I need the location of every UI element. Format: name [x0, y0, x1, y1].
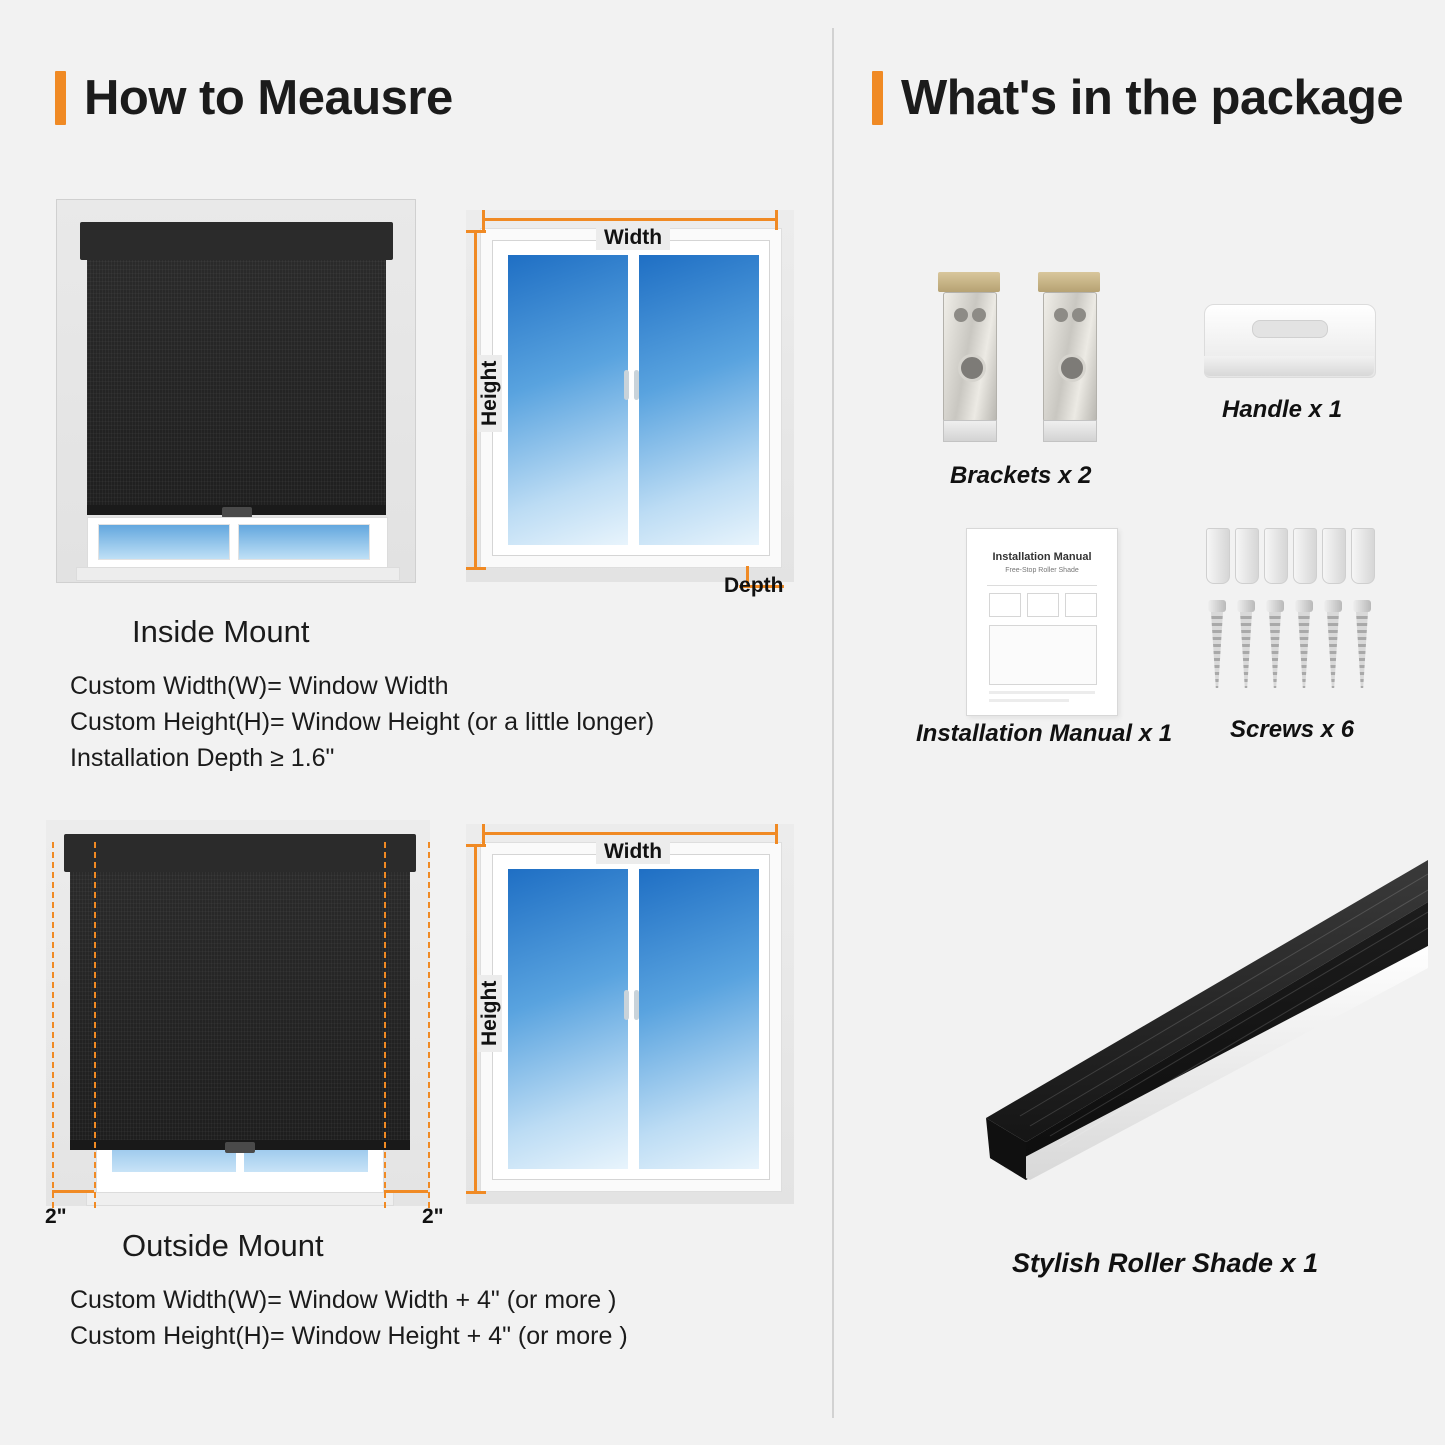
handle-label: Handle x 1 — [1222, 396, 1343, 423]
bracket-icon — [938, 272, 1000, 447]
manual-subtitle: Free-Stop Roller Shade — [1005, 567, 1079, 574]
outside-shade-handle — [225, 1142, 255, 1153]
right-heading-text: What's in the package — [901, 71, 1404, 125]
outside-mount-line-2: Custom Height(H)= Window Height + 4" (or more ) — [70, 1322, 628, 1350]
outside-overhang-right-label: 2" — [422, 1205, 444, 1228]
outside-overhang-left-label: 2" — [45, 1205, 67, 1228]
inside-mount-shade-illustration — [56, 199, 416, 583]
outside-mount-title: Outside Mount — [122, 1228, 324, 1263]
manual-label: Installation Manual x 1 — [916, 720, 1173, 747]
inside-mount-line-3: Installation Depth ≥ 1.6" — [70, 744, 335, 772]
handle-icon — [1204, 304, 1374, 376]
roller-shade-svg — [930, 850, 1430, 1180]
inside-mount-measure-window — [456, 200, 804, 600]
outside-width-label: Width — [596, 840, 670, 864]
brackets-label: Brackets x 2 — [950, 462, 1092, 489]
shade-fabric — [87, 260, 386, 510]
inside-height-label: Height — [478, 355, 502, 432]
manual-title: Installation Manual — [992, 551, 1092, 563]
right-heading — [872, 70, 1403, 126]
roller-shade-label: Stylish Roller Shade x 1 — [1012, 1248, 1319, 1278]
inside-mount-title: Inside Mount — [132, 614, 310, 649]
inside-mount-line-2: Custom Height(H)= Window Height (or a little longer) — [70, 708, 655, 736]
screw-icon — [1206, 528, 1376, 692]
inside-width-label: Width — [596, 226, 670, 250]
roller-shade-icon — [930, 850, 1430, 1180]
accent-bar — [55, 71, 66, 125]
manual-icon — [966, 528, 1118, 716]
column-divider — [832, 28, 834, 1418]
left-heading-text: How to Meausre — [84, 71, 453, 125]
outside-shade-fabric — [70, 872, 410, 1144]
shade-valance — [80, 222, 393, 260]
accent-bar-2 — [872, 71, 883, 125]
inside-depth-label: Depth — [724, 574, 784, 597]
inside-mount-line-1: Custom Width(W)= Window Width — [70, 672, 449, 700]
outside-mount-measure-window — [456, 812, 804, 1224]
outside-mount-line-1: Custom Width(W)= Window Width + 4" (or more ) — [70, 1286, 617, 1314]
outside-mount-shade-illustration — [38, 812, 438, 1224]
outside-height-label: Height — [478, 975, 502, 1052]
screws-label: Screws x 6 — [1230, 716, 1355, 743]
outside-shade-valance — [64, 834, 416, 872]
bracket-icon — [1038, 272, 1100, 447]
left-heading — [55, 70, 453, 126]
